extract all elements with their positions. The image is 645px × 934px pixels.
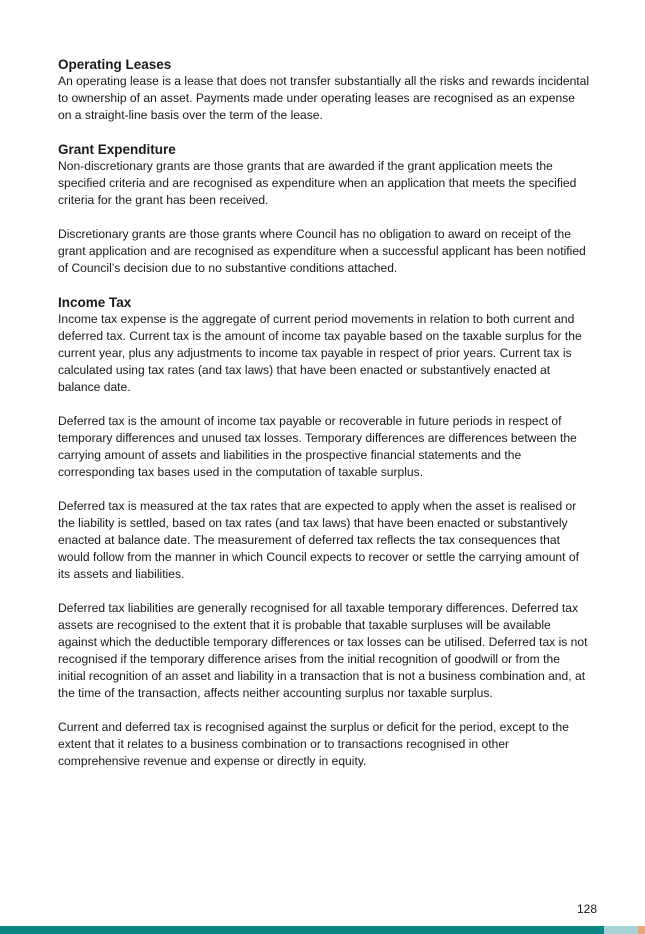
footer-bar-light xyxy=(604,926,638,934)
paragraph: Deferred tax is the amount of income tax payable or recoverable in future periods in respect of temporary differences and unused tax losses. Temporary differences are differences between the carrying amount of assets and liabilities in the prospective financial statements and the corresponding tax bases used in the computation of taxable surplus. xyxy=(58,414,577,479)
paragraph: Deferred tax liabilities are generally recognised for all taxable temporary differences. Deferred tax assets are recognised to the extent that it is probable that taxable surpluses will be available against which the deductible temporary differences or tax losses can be utilised. Deferred tax is not recognised if the temporary difference arises from the initial recognition of goodwill or from the initial recognition of an asset and liability in a transaction that is not a business combination and, at the time of the transaction, affects neither accounting surplus nor taxable surplus. xyxy=(58,601,588,700)
section-operating-leases xyxy=(58,56,590,124)
section-heading: Operating Leases xyxy=(58,57,172,72)
paragraph: An operating lease is a lease that does not transfer substantially all the risks and rewards incidental to ownership of an asset. Payments made under operating leases are recognised as an expense on a straight-line basis over the term of the lease. xyxy=(58,74,590,122)
section-heading: Grant Expenditure xyxy=(58,142,176,157)
paragraph: Discretionary grants are those grants where Council has no obligation to award on receipt of the grant application and are recognised as expenditure when a successful applicant has been notified of Council’s decision due to no substantive conditions attached. xyxy=(58,227,586,275)
section-grant-expenditure xyxy=(58,141,590,277)
section-income-tax xyxy=(58,294,590,770)
paragraph: Deferred tax is measured at the tax rates that are expected to apply when the asset is realised or the liability is settled, based on tax rates (and tax laws) that have been enacted or substantively enacted at balance date. The measurement of deferred tax reflects the tax consequences that would follow from the manner in which Council expects to recover or settle the carrying amount of its assets and liabilities. xyxy=(58,499,579,581)
footer-bar-main xyxy=(0,926,604,934)
section-heading: Income Tax xyxy=(58,295,132,310)
paragraph: Non-discretionary grants are those grants that are awarded if the grant application meets the specified criteria and are recognised as expenditure when an application that meets the specified criteria for the grant has been received. xyxy=(58,159,577,207)
footer-color-bar xyxy=(0,926,645,934)
document-body xyxy=(58,56,590,770)
paragraph: Income tax expense is the aggregate of current period movements in relation to both current and deferred tax. Current tax is the amount of income tax payable based on the taxable surplus for the current year, plus any adjustments to income tax payable in respect of prior years. Current tax is calculated using tax rates (and tax laws) that have been enacted or substantively enacted at balance date. xyxy=(58,312,582,394)
paragraph: Current and deferred tax is recognised against the surplus or deficit for the period, except to the extent that it relates to a business combination or to transactions recognised in other comprehensive revenue and expense or directly in equity. xyxy=(58,720,569,768)
footer-bar-accent xyxy=(638,926,645,934)
page-number: 128 xyxy=(576,902,597,916)
